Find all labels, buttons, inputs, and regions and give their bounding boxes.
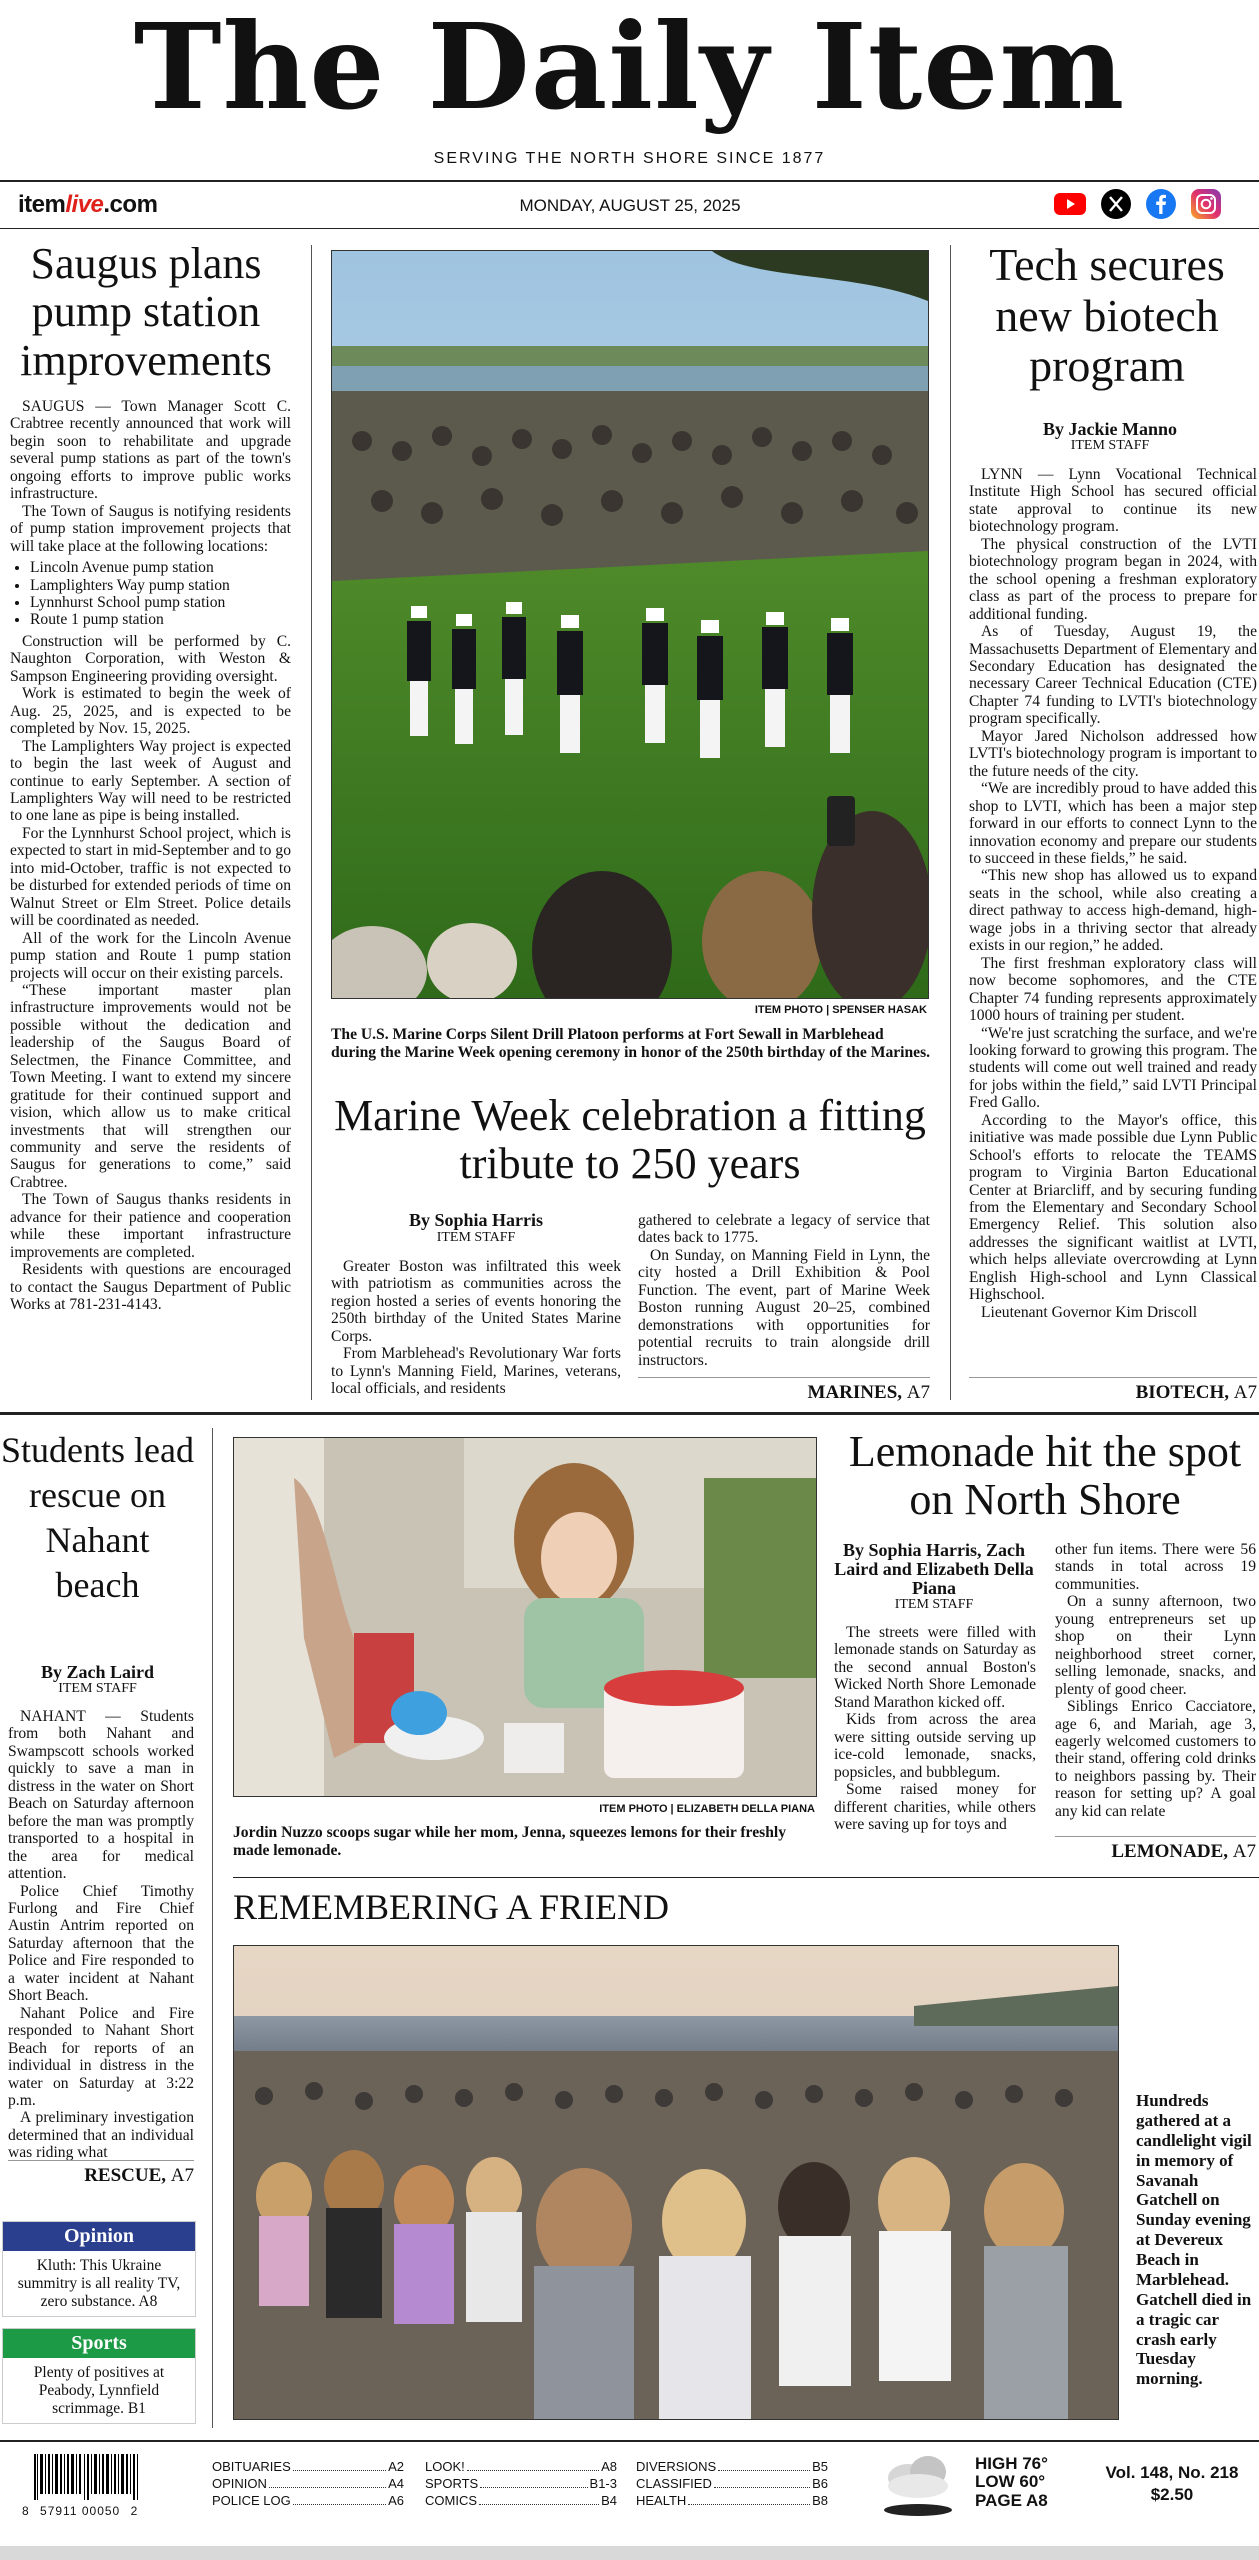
index-label: HEALTH xyxy=(636,2493,687,2508)
site-logo-accent: live xyxy=(65,191,104,218)
masthead-title: The Daily Item xyxy=(133,0,1126,136)
index-page: B6 xyxy=(812,2476,828,2491)
site-logo-suffix: .com xyxy=(103,191,158,218)
site-logo[interactable] xyxy=(18,191,157,219)
jump-label: BIOTECH, xyxy=(1135,1382,1230,1403)
marine-jump-link[interactable] xyxy=(638,1377,930,1404)
lemonade-staff: ITEM STAFF xyxy=(894,1597,974,1612)
index-page: A2 xyxy=(388,2459,404,2474)
index-leader xyxy=(269,2475,386,2488)
paragraph: NAHANT — Students from both Nahant and Swampscott schools worked quickly to save a man in distress in the water on Short Beach on Saturday afternoon before the man was promptly transported to a hospital in the area for medical attention. xyxy=(8,1708,194,1883)
index-label: DIVERSIONS xyxy=(636,2459,717,2474)
paragraph: The streets were filled with lemonade stands on Saturday as the second annual Boston's Wicked North Shore Lemonade Stand Marathon kicked off. xyxy=(834,1624,1036,1711)
paragraph: “This new shop has allowed us to expand seats in the school, while also creating a direct pathway to access high-demand, high-wage jobs in a thriving sector that already exists in our region,” he added. xyxy=(969,867,1257,955)
section-divider xyxy=(0,1412,1259,1415)
vigil-image xyxy=(234,1946,1118,2419)
photo-credit: ITEM PHOTO | ELIZABETH DELLA PIANA xyxy=(599,1803,815,1815)
marine-drill-image xyxy=(332,251,928,998)
lemonade-body-col2 xyxy=(1055,1541,1256,1820)
index-page: B8 xyxy=(812,2493,828,2508)
footer-divider xyxy=(0,2440,1259,2442)
paragraph: Lieutenant Governor Kim Driscoll xyxy=(981,1303,1198,1321)
social-links xyxy=(1054,189,1244,219)
sports-title: Sports xyxy=(3,2329,195,2358)
youtube-icon[interactable] xyxy=(1054,192,1086,216)
jump-page: A7 xyxy=(170,2165,194,2186)
barcode xyxy=(22,2454,172,2518)
index-row[interactable] xyxy=(212,2492,404,2509)
vigil-photo[interactable] xyxy=(233,1945,1119,2420)
list-item: • Lincoln Avenue pump station xyxy=(30,559,291,576)
opinion-title: Opinion xyxy=(3,2222,195,2251)
jump-page: A7 xyxy=(906,1382,930,1403)
paragraph: The Town of Saugus thanks residents in advance for their patience and cooperation while these important infrastructure improvements are completed. xyxy=(10,1191,291,1261)
paragraph: “These important master plan infrastructure improvements would not be possible without the dedication and leadership of the Saugus Board of Selectmen, the Finance Committee, and Town Meeting. I want to extend my sincere gratitude for their continued support and vision, which allow us to make critical investments that will strengthen our community and serve the residents of Saugus for generations to come,” said Crabtree. xyxy=(10,981,291,1191)
paragraph: A preliminary investigation determined that an individual was riding what xyxy=(8,2109,194,2162)
index-row[interactable] xyxy=(425,2492,617,2509)
index-leader xyxy=(688,2492,810,2505)
index-label: COMICS xyxy=(425,2493,477,2508)
nahant-body xyxy=(8,1708,194,2162)
issue-info xyxy=(1092,2462,1252,2506)
nahant-jump-link[interactable] xyxy=(8,2160,194,2187)
paragraph: From Marblehead's Revolutionary War forts to Lynn's Manning Field, Marines, veterans, local officials, and residents xyxy=(331,1345,621,1398)
location-list xyxy=(10,559,291,629)
low-temp: LOW 60° xyxy=(975,2472,1046,2492)
marine-body-col2 xyxy=(638,1212,930,1369)
index-label: LOOK! xyxy=(425,2459,465,2474)
nahant-staff: ITEM STAFF xyxy=(58,1681,137,1696)
cloud-icon xyxy=(878,2450,958,2520)
lemonade-byline: By Sophia Harris, Zach Laird and Elizabeth Della Piana xyxy=(834,1540,1034,1598)
index-leader xyxy=(293,2458,386,2471)
x-icon[interactable] xyxy=(1101,189,1131,219)
paragraph: other fun items. There were 56 stands in total across 19 communities. xyxy=(1055,1541,1256,1593)
lemonade-photo[interactable] xyxy=(233,1437,817,1797)
lemonade-stand-image xyxy=(234,1438,816,1796)
jump-label: MARINES, xyxy=(807,1382,903,1403)
jump-label: RESCUE, xyxy=(84,2165,167,2186)
paragraph: As of Tuesday, August 19, the Massachusetts Department of Elementary and Secondary Education has designated the necessary Career Technical Education (CTE) Chapter 74 funding to LVTI's biotechnology program specifically. xyxy=(969,623,1257,728)
paragraph: Greater Boston was infiltrated this week with patriotism as communities across the region hosted a series of events honoring the 250th birthday of the United States Marine Corps. xyxy=(331,1258,621,1345)
index-row[interactable] xyxy=(212,2458,404,2475)
index-leader xyxy=(480,2475,587,2488)
index-row[interactable] xyxy=(425,2475,617,2492)
masthead-tagline: SERVING THE NORTH SHORE SINCE 1877 xyxy=(433,150,826,167)
lemonade-body-col1 xyxy=(834,1624,1036,1833)
paragraph: “We are incredibly proud to have added this shop to LVTI, which has been a major step forward in our efforts to connect Lynn to the innovation economy and prepare our students to succeed in these fields,” he said. xyxy=(969,780,1257,867)
vigil-caption: Hundreds gathered at a candlelight vigil in memory of Savanah Gatchell on Sunday evening at Devereux Beach in Marblehead. Gatchell died in a tragic car crash early Tuesday morning. xyxy=(1136,2091,1252,2389)
paragraph: gathered to celebrate a legacy of service that dates back to 1775. xyxy=(638,1212,930,1247)
price: $2.50 xyxy=(1150,2485,1194,2505)
paragraph: The Town of Saugus is notifying residents of pump station improvement projects that will take place at the following locations: xyxy=(10,502,291,555)
paragraph: Construction will be performed by C. Naughton Corporation, with Weston & Sampson Engineering providing oversight. xyxy=(10,632,291,685)
remember-title: REMEMBERING A FRIEND xyxy=(233,1887,670,1927)
divider xyxy=(0,180,1259,182)
paragraph: Mayor Jared Nicholson addressed how LVTI's biotechnology program is important to the future needs of the city. xyxy=(969,727,1257,780)
paragraph: Police Chief Timothy Furlong and Fire Chief Austin Antrim reported on Saturday afternoon that the Police and Fire responded to a water incident at Nahant Short Beach. xyxy=(8,1882,194,2005)
opinion-promo[interactable] xyxy=(2,2221,196,2317)
opinion-text: Kluth: This Ukraine summitry is all reality TV, zero substance. A8 xyxy=(17,2257,181,2310)
nahant-headline[interactable]: Students lead rescue on Nahant beach xyxy=(1,1430,194,1605)
index-page: B4 xyxy=(601,2493,617,2508)
paragraph: Siblings Enrico Cacciatore, age 6, and Mariah, age 3, eagerly welcomed customers to their stand, offering cold drinks to neighbors passing by. Their reason for setting up? A goal any kid can relate xyxy=(1055,1698,1256,1820)
index-label: CLASSIFIED xyxy=(636,2476,712,2491)
marine-photo[interactable] xyxy=(331,250,929,999)
volume-number: Vol. 148, No. 218 xyxy=(1105,2463,1239,2482)
index-label: POLICE LOG xyxy=(212,2493,291,2508)
divider xyxy=(233,1877,1259,1878)
paragraph: According to the Mayor's office, this initiative was made possible due Lynn Public School's efforts to relocate the TEAMS program to Virginia Barton Educational Center at Briarcliff, and by securing funding from the Elementary and Secondary School Emergency Relief. This solution also addresses the significant waitlist at LVTI, which helps alleviate overcrowding at Lynn English High-school and Lynn Classical Highschool. xyxy=(969,1111,1257,1304)
bottom-bar xyxy=(0,2546,1259,2560)
facebook-icon[interactable] xyxy=(1146,189,1176,219)
paragraph: The first freshman exploratory class will now become sophomores, and the CTE Chapter 74 funding represents approximately 1000 hours of training per student. xyxy=(969,954,1257,1025)
column-rule xyxy=(212,1428,213,2428)
nahant-byline: By Zach Laird xyxy=(40,1662,155,1682)
index-label: SPORTS xyxy=(425,2476,479,2491)
biotech-jump-link[interactable] xyxy=(969,1377,1257,1404)
paragraph: Residents with questions are encouraged to contact the Saugus Department of Public Works at 781-231-4143. xyxy=(10,1261,291,1314)
paragraph: Nahant Police and Fire responded to Nahant Short Beach for reports of an individual in distress in the water on Saturday at 3:22 p.m. xyxy=(8,2004,194,2109)
paragraph: Work is estimated to begin the week of Aug. 25, 2025, and is expected to be completed by Nov. 15, 2025. xyxy=(10,685,291,738)
index-page: B5 xyxy=(812,2459,828,2474)
index-row[interactable] xyxy=(425,2458,617,2475)
index-leader xyxy=(718,2458,810,2471)
list-item: • Lamplighters Way pump station xyxy=(30,577,291,594)
index-col-1 xyxy=(212,2458,404,2509)
paragraph: On a sunny afternoon, two young entrepreneurs set up shop on their Lynn neighborhood street corner, selling lemonade, snacks, and plenty of good cheer. xyxy=(1055,1593,1256,1698)
weather-icon xyxy=(878,2450,958,2520)
jump-page: A7 xyxy=(1233,1382,1257,1403)
index-row[interactable] xyxy=(636,2475,828,2492)
biotech-byline: By Jackie Manno xyxy=(1042,419,1177,439)
issue-date: MONDAY, AUGUST 25, 2025 xyxy=(519,196,741,215)
paragraph: Kids from across the area were sitting outside serving up ice-cold lemonade, snacks, popsicles, and bubblegum. xyxy=(834,1711,1036,1781)
lemonade-headline[interactable]: Lemonade hit the spot on North Shore xyxy=(848,1427,1242,1525)
biotech-staff: ITEM STAFF xyxy=(1070,438,1150,453)
index-leader xyxy=(293,2492,386,2505)
paragraph: Some raised money for different charities, while others were saving up for toys and xyxy=(834,1781,1036,1833)
index-page: B1-3 xyxy=(589,2476,617,2491)
saugus-headline[interactable]: Saugus plans pump station improvements xyxy=(20,239,272,385)
biotech-headline[interactable]: Tech secures new biotech program xyxy=(989,239,1225,392)
index-label: OBITUARIES xyxy=(212,2459,291,2474)
marine-byline: By Sophia Harris xyxy=(408,1210,544,1230)
index-col-2 xyxy=(425,2458,617,2509)
paragraph: On Sunday, on Manning Field in Lynn, the city hosted a Drill Exhibition & Pool Function. The event, part of Marine Week Boston running August 20–25, combined demonstrations with opportunities for potential recruits to train alongside drill instructors. xyxy=(638,1246,930,1369)
paragraph: “We're just scratching the surface, and we're looking forward to growing this program. The students will come out well trained and ready for jobs within the field,” said LVTI Principal Fred Gallo. xyxy=(969,1024,1257,1112)
saugus-body xyxy=(10,398,291,1314)
paragraph: The Lamplighters Way project is expected to begin the last week of August and continue to early September. A section of Lamplighters Way will need to be restricted to one lane as pipe is being installed. xyxy=(10,737,291,825)
list-item: • Route 1 pump station xyxy=(30,611,291,628)
barcode-left: 8 xyxy=(22,2504,30,2518)
index-leader xyxy=(479,2492,599,2505)
paragraph: LYNN — Lynn Vocational Technical Institute High School has secured official state approval to continue its new biotechnology program. xyxy=(969,466,1257,536)
paragraph: The physical construction of the LVTI biotechnology program began in 2024, with the school opening a freshman exploratory class as part of the process to prepare for additional funding. xyxy=(969,535,1257,623)
jump-page: A7 xyxy=(1232,1841,1256,1862)
lemonade-jump-link[interactable] xyxy=(1055,1836,1256,1863)
index-leader xyxy=(467,2458,599,2471)
index-row[interactable] xyxy=(212,2475,404,2492)
index-label: OPINION xyxy=(212,2476,267,2491)
sports-promo[interactable] xyxy=(2,2328,196,2424)
marine-caption: The U.S. Marine Corps Silent Drill Platoon performs at Fort Sewall in Marblehead during the Marine Week opening ceremony in honor of the 250th birthday of the Marines. xyxy=(331,1026,931,1061)
barcode-graphic xyxy=(22,2454,162,2500)
column-rule xyxy=(950,245,951,1400)
sports-text: Plenty of positives at Peabody, Lynnfield scrimmage. B1 xyxy=(33,2364,165,2417)
weather-info xyxy=(975,2455,1075,2510)
list-item: • Lynnhurst School pump station xyxy=(30,594,291,611)
index-page: A8 xyxy=(601,2459,617,2474)
biotech-body xyxy=(969,466,1257,1321)
weather-page: PAGE A8 xyxy=(975,2490,1048,2510)
index-page: A6 xyxy=(388,2493,404,2508)
jump-label: LEMONADE, xyxy=(1111,1841,1229,1862)
lemonade-caption: Jordin Nuzzo scoops sugar while her mom, Jenna, squeezes lemons for their freshly made lemonade. xyxy=(233,1824,786,1859)
marine-body-col1 xyxy=(331,1258,621,1398)
high-temp: HIGH 76° xyxy=(975,2454,1048,2473)
divider xyxy=(0,228,1259,229)
barcode-numbers xyxy=(22,2504,172,2518)
index-leader xyxy=(714,2475,810,2488)
index-page: A4 xyxy=(388,2476,404,2491)
index-col-3 xyxy=(636,2458,828,2509)
paragraph: SAUGUS — Town Manager Scott C. Crabtree recently announced that work will begin soon to rehabilitate and upgrade several pump stations as part of the town's ongoing efforts to improve public works infrastructure. xyxy=(10,398,291,503)
index-row[interactable] xyxy=(636,2492,828,2509)
paragraph: For the Lynnhurst School project, which is expected to start in mid-September and to go into mid-October, traffic is not expected to be disturbed for extended periods of time on Walnut Street or Elm Street. Police details will be coordinated as needed. xyxy=(10,824,291,930)
photo-credit: ITEM PHOTO | SPENSER HASAK xyxy=(754,1004,927,1016)
site-logo-prefix: item xyxy=(18,191,66,218)
instagram-icon[interactable] xyxy=(1191,189,1221,219)
barcode-right: 2 xyxy=(130,2504,139,2518)
barcode-digits: 57911 00050 xyxy=(40,2504,121,2518)
paragraph: All of the work for the Lincoln Avenue pump station and Route 1 pump station projects will occur on their existing parcels. xyxy=(10,929,291,982)
index-row[interactable] xyxy=(636,2458,828,2475)
marine-staff: ITEM STAFF xyxy=(436,1230,516,1245)
marine-headline[interactable]: Marine Week celebration a fitting tribute to 250 years xyxy=(334,1091,926,1189)
column-rule xyxy=(311,245,312,1400)
